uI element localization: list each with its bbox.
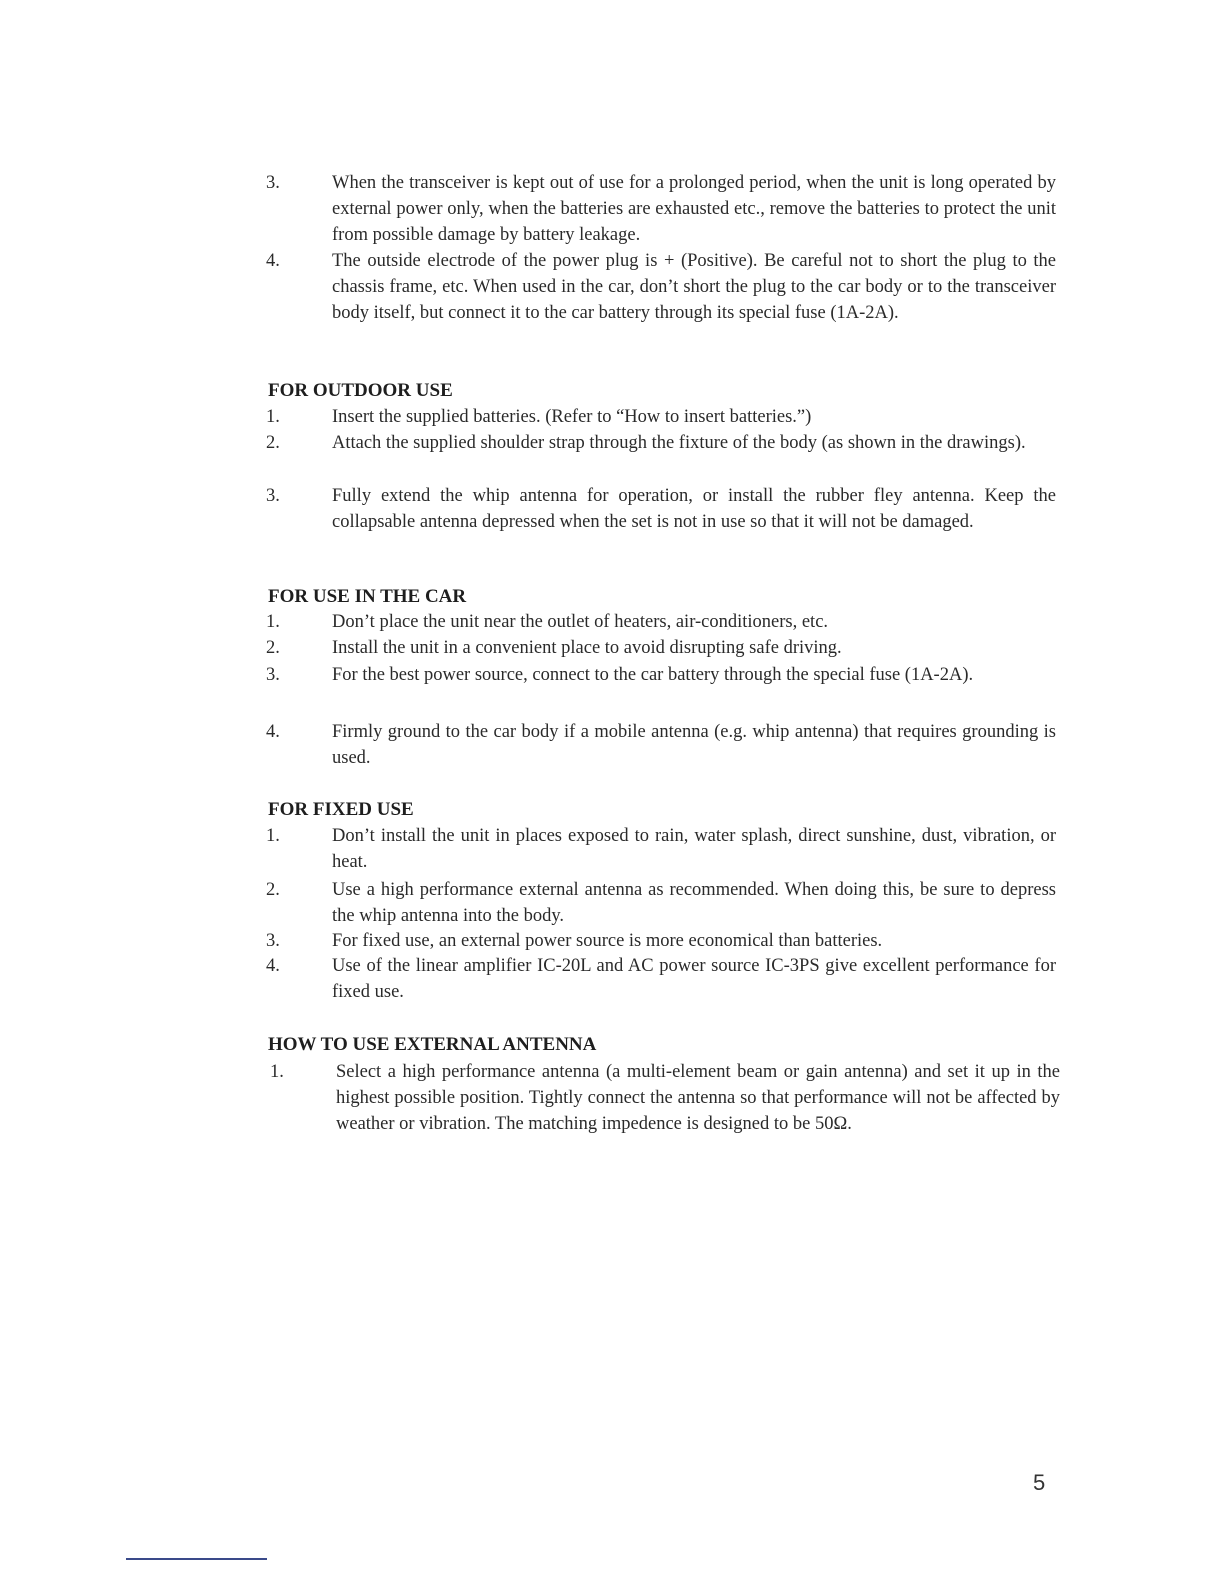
list-item <box>266 928 1056 954</box>
item-number: 3. <box>266 486 280 506</box>
item-number: 2. <box>266 638 280 658</box>
section-heading: FOR FIXED USE <box>268 799 414 820</box>
item-text: Don’t install the unit in places exposed to rain, water splash, direct sunshine, dust, vibration, or heat. <box>332 826 1056 872</box>
list-item <box>270 1059 1060 1137</box>
item-text: Fully extend the whip antenna for operation, or install the rubber fley antenna. Keep the collapsable antenna depressed when the set is not in use so that it will not be damaged. <box>332 486 1056 532</box>
item-number: 3. <box>266 173 280 193</box>
footer-rule <box>126 1558 267 1560</box>
item-text: Don’t place the unit near the outlet of heaters, air-conditioners, etc. <box>332 612 829 632</box>
list-item <box>266 877 1056 929</box>
list-item <box>266 953 1056 1005</box>
item-number: 2. <box>266 433 280 453</box>
list-item <box>266 248 1056 326</box>
list-item <box>266 662 1056 688</box>
item-text: Insert the supplied batteries. (Refer to “How to insert batteries.”) <box>332 407 812 427</box>
item-text: Use of the linear amplifier IC-20L and AC power source IC-3PS give excellent performance for fixed use. <box>332 956 1056 1002</box>
item-text: The outside electrode of the power plug is + (Positive). Be careful not to short the plug to the chassis frame, etc. When used in the car, don’t short the plug to the car body or to the transceiver body itself, but connect it to the car battery through its special fuse (1A-2A). <box>332 251 1056 323</box>
item-number: 4. <box>266 956 280 976</box>
list-item <box>266 404 1056 430</box>
section-heading: FOR OUTDOOR USE <box>268 380 453 401</box>
item-text: When the transceiver is kept out of use for a prolonged period, when the unit is long operated by external power only, when the batteries are exhausted etc., remove the batteries to protect the unit from possible damage by battery leakage. <box>332 173 1056 245</box>
page-number: 5 <box>1033 1470 1046 1495</box>
item-number: 2. <box>266 880 280 900</box>
item-number: 4. <box>266 722 280 742</box>
item-text: Firmly ground to the car body if a mobile antenna (e.g. whip antenna) that requires grounding is used. <box>332 722 1056 768</box>
item-number: 4. <box>266 251 280 271</box>
item-number: 1. <box>270 1062 284 1082</box>
list-item <box>266 823 1056 875</box>
item-number: 3. <box>266 665 280 685</box>
item-text: For the best power source, connect to the car battery through the special fuse (1A-2A). <box>332 665 974 685</box>
section-heading: HOW TO USE EXTERNAL ANTENNA <box>268 1034 597 1055</box>
item-text: Install the unit in a convenient place to avoid disrupting safe driving. <box>332 638 842 658</box>
item-text: Use a high performance external antenna as recommended. When doing this, be sure to depress the whip antenna into the body. <box>332 880 1056 926</box>
item-text: For fixed use, an external power source is more economical than batteries. <box>332 931 883 951</box>
section-heading: FOR USE IN THE CAR <box>268 586 467 607</box>
item-text: Select a high performance antenna (a multi-element beam or gain antenna) and set it up in the highest possible position. Tightly connect the antenna so that performance will not be affected by weather or vibration. The matching impedence is designed to be 50Ω. <box>336 1062 1060 1134</box>
list-item <box>266 170 1056 248</box>
item-number: 1. <box>266 826 280 846</box>
list-item <box>266 719 1056 771</box>
list-item <box>266 635 1056 661</box>
item-number: 3. <box>266 931 280 951</box>
item-number: 1. <box>266 612 280 632</box>
item-text: Attach the supplied shoulder strap through the fixture of the body (as shown in the drawings). <box>332 433 1026 453</box>
item-number: 1. <box>266 407 280 427</box>
list-item <box>266 609 1056 635</box>
list-item <box>266 483 1056 535</box>
list-item <box>266 430 1056 456</box>
